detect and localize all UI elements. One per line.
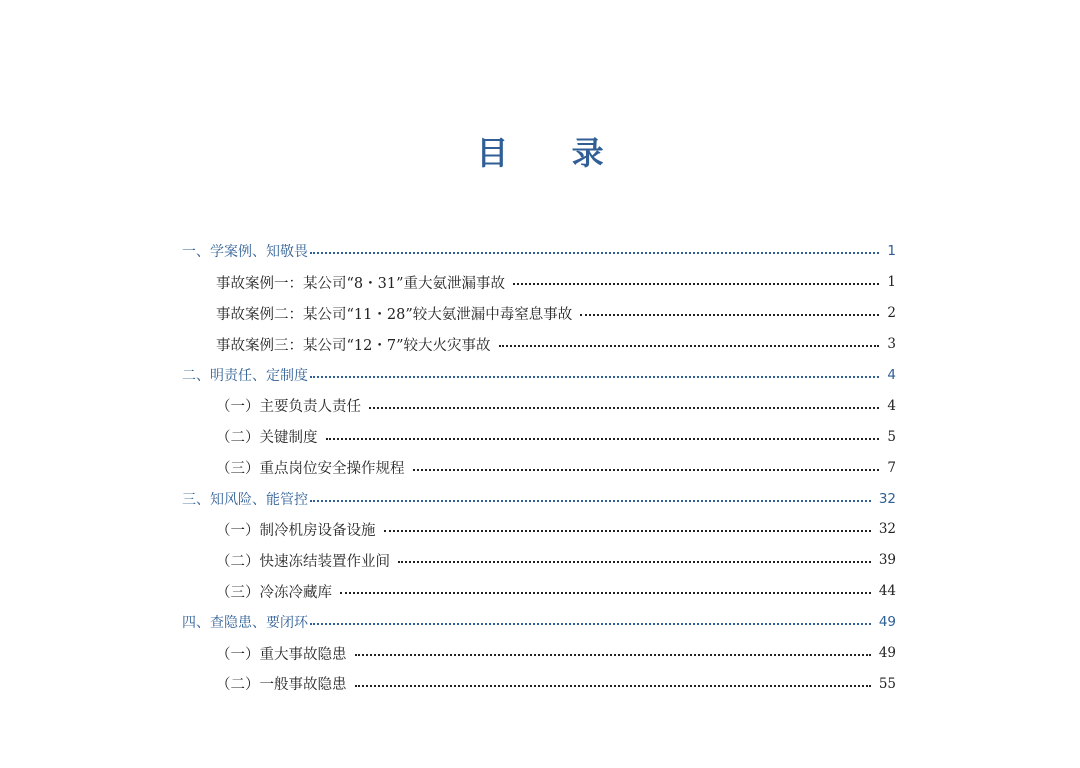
dot-leader <box>355 654 871 656</box>
toc-row-6[interactable] <box>182 421 896 452</box>
toc-label: 四、查隐患、要闭环 <box>182 615 308 632</box>
dot-leader <box>580 314 879 316</box>
toc-label: 一、学案例、知敬畏 <box>182 244 308 261</box>
toc-page-number: 5 <box>887 428 896 445</box>
toc-row-9[interactable] <box>182 514 896 545</box>
toc-label: （二）一般事故隐患 <box>216 677 347 694</box>
toc-label: 事故案例三：某公司“12・7”较大火灾事故 <box>216 337 491 354</box>
toc-label: （一）主要负责人责任 <box>216 399 361 416</box>
toc-row-14[interactable] <box>182 668 896 699</box>
toc-row-7[interactable] <box>182 452 896 483</box>
toc-label: （一）重大事故隐患 <box>216 646 347 663</box>
toc-label: 二、明责任、定制度 <box>182 368 308 384</box>
dot-leader <box>326 438 880 440</box>
toc-page-number: 4 <box>887 367 896 383</box>
toc-row-10[interactable] <box>182 545 896 576</box>
toc-label: （一）制冷机房设备设施 <box>216 522 376 539</box>
dot-leader <box>310 623 871 625</box>
dot-leader <box>369 407 879 409</box>
toc-row-4[interactable] <box>182 360 896 391</box>
dot-leader <box>413 469 880 471</box>
dot-leader <box>355 685 871 687</box>
toc-row-0[interactable] <box>182 236 896 267</box>
toc-page-number: 32 <box>878 490 896 507</box>
toc-page-number: 7 <box>887 459 896 476</box>
toc-page-number: 32 <box>878 521 896 538</box>
dot-leader <box>384 530 871 532</box>
toc-page-number: 4 <box>887 397 896 414</box>
toc-page-number: 3 <box>887 336 896 353</box>
toc-label: 事故案例一：某公司“8・31”重大氨泄漏事故 <box>216 275 506 292</box>
toc-row-8[interactable] <box>182 483 896 514</box>
toc-label: （二）关键制度 <box>216 430 318 447</box>
page-title: 目 录 <box>476 134 630 172</box>
dot-leader <box>513 283 879 285</box>
toc-row-1[interactable] <box>182 267 896 298</box>
toc-row-2[interactable] <box>182 298 896 329</box>
toc-page-number: 55 <box>878 675 896 692</box>
toc-page-number: 39 <box>878 552 896 569</box>
toc-page-number: 49 <box>878 614 896 631</box>
toc-page-number: 44 <box>878 583 896 600</box>
toc-row-3[interactable] <box>182 329 896 360</box>
dot-leader <box>310 252 879 254</box>
toc-label: （三）重点岗位安全操作规程 <box>216 461 405 478</box>
toc-label: 事故案例二：某公司“11・28”较大氨泄漏中毒窒息事故 <box>216 306 573 323</box>
toc-page-number: 2 <box>887 305 896 322</box>
toc-page-number: 1 <box>887 243 896 260</box>
dot-leader <box>310 376 879 378</box>
toc-row-11[interactable] <box>182 576 896 607</box>
toc-label: （三）冷冻冷藏库 <box>216 584 332 601</box>
dot-leader <box>340 592 871 594</box>
toc-label: 三、知风险、能管控 <box>182 491 308 508</box>
table-of-contents <box>182 236 896 699</box>
dot-leader <box>499 345 880 347</box>
toc-page-number: 1 <box>887 274 896 291</box>
toc-row-5[interactable] <box>182 390 896 421</box>
dot-leader <box>310 500 871 502</box>
toc-label: （二）快速冻结装置作业间 <box>216 553 390 570</box>
toc-page-number: 49 <box>878 645 896 662</box>
toc-row-12[interactable] <box>182 607 896 638</box>
dot-leader <box>398 561 871 563</box>
toc-row-13[interactable] <box>182 638 896 669</box>
